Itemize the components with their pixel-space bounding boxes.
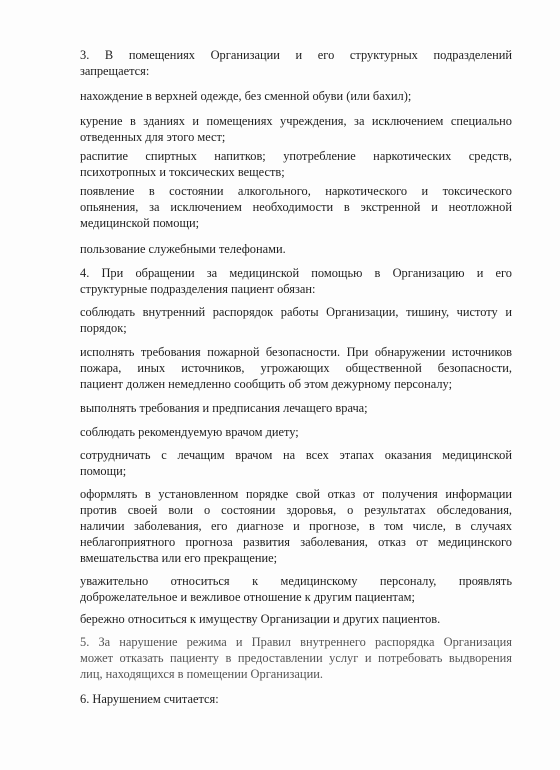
text-line: против своей воли о состоянии здоровья, о результатах обследования, bbox=[80, 503, 512, 517]
text-line: лиц, находящихся в помещении Организации. bbox=[80, 667, 323, 681]
paragraph-3-item-1 bbox=[80, 88, 512, 104]
text-line: нахождение в верхней одежде, без сменной обуви (или бахил); bbox=[80, 89, 412, 103]
paragraph-3-item-3 bbox=[80, 148, 512, 180]
text-line: пользование служебными телефонами. bbox=[80, 242, 286, 256]
text-line: отведенных для этого мест; bbox=[80, 130, 226, 144]
text-line: опьянения, за исключением необходимости в экстренной и неотложной bbox=[80, 200, 512, 214]
text-line: 6. Нарушением считается: bbox=[80, 692, 219, 706]
text-line: пациент должен немедленно сообщить об этом дежурному персоналу; bbox=[80, 377, 453, 391]
text-line: распитие спиртных напитков; употребление наркотических средств, bbox=[80, 149, 512, 163]
text-line: психотропных и токсических веществ; bbox=[80, 165, 285, 179]
text-line: неблагоприятного прогноза развития заболевания, отказ от медицинского bbox=[80, 535, 512, 549]
text-line: порядок; bbox=[80, 321, 127, 335]
text-line: 3. В помещениях Организации и его структурных подразделений bbox=[80, 48, 512, 62]
text-line: доброжелательное и вежливое отношение к другим пациентам; bbox=[80, 590, 415, 604]
text-line: 5. За нарушение режима и Правил внутреннего распорядка Организация bbox=[80, 635, 512, 649]
paragraph-3-item-2 bbox=[80, 113, 512, 145]
text-line: выполнять требования и предписания лечащего врача; bbox=[80, 401, 368, 415]
paragraph-4-heading bbox=[80, 265, 512, 297]
paragraph-4-item-4 bbox=[80, 424, 512, 440]
text-line: запрещается: bbox=[80, 64, 150, 78]
text-line: помощи; bbox=[80, 464, 127, 478]
text-line: появление в состоянии алкогольного, наркотического и токсического bbox=[80, 184, 512, 198]
text-line: пожара, иных источников, угрожающих общественной безопасности, bbox=[80, 361, 512, 375]
paragraph-4-item-6 bbox=[80, 486, 512, 566]
text-line: сотрудничать с лечащим врачом на всех этапах оказания медицинской bbox=[80, 448, 512, 462]
text-line: бережно относиться к имуществу Организации и других пациентов. bbox=[80, 612, 441, 626]
text-line: структурные подразделения пациент обязан: bbox=[80, 282, 316, 296]
text-line: соблюдать внутренний распорядок работы Организации, тишину, чистоту и bbox=[80, 305, 512, 319]
text-line: соблюдать рекомендуемую врачом диету; bbox=[80, 425, 299, 439]
paragraph-4-item-5 bbox=[80, 447, 512, 479]
text-line: может отказать пациенту в предоставлении услуг и потребовать выдворения bbox=[80, 651, 512, 665]
paragraph-4-item-7 bbox=[80, 573, 512, 605]
paragraph-4-item-8 bbox=[80, 611, 512, 627]
text-line: уважительно относиться к медицинскому персоналу, проявлять bbox=[80, 574, 512, 588]
paragraph-4-item-1 bbox=[80, 304, 512, 336]
text-line: вмешательства или его прекращение; bbox=[80, 551, 278, 565]
paragraph-3-item-5 bbox=[80, 241, 512, 257]
paragraph-3-heading bbox=[80, 47, 512, 79]
text-line: курение в зданиях и помещениях учреждения, за исключением специально bbox=[80, 114, 512, 128]
text-line: исполнять требования пожарной безопасности. При обнаружении источников bbox=[80, 345, 512, 359]
paragraph-5 bbox=[80, 634, 512, 682]
text-line: наличии заболевания, его диагнозе и прогнозе, в том числе, в случаях bbox=[80, 519, 512, 533]
paragraph-4-item-2 bbox=[80, 344, 512, 392]
text-line: 4. При обращении за медицинской помощью в Организацию и его bbox=[80, 266, 512, 280]
paragraph-3-item-4 bbox=[80, 183, 512, 231]
text-line: оформлять в установленном порядке свой отказ от получения информации bbox=[80, 487, 512, 501]
text-line: медицинской помощи; bbox=[80, 216, 200, 230]
paragraph-6 bbox=[80, 691, 512, 707]
paragraph-4-item-3 bbox=[80, 400, 512, 416]
